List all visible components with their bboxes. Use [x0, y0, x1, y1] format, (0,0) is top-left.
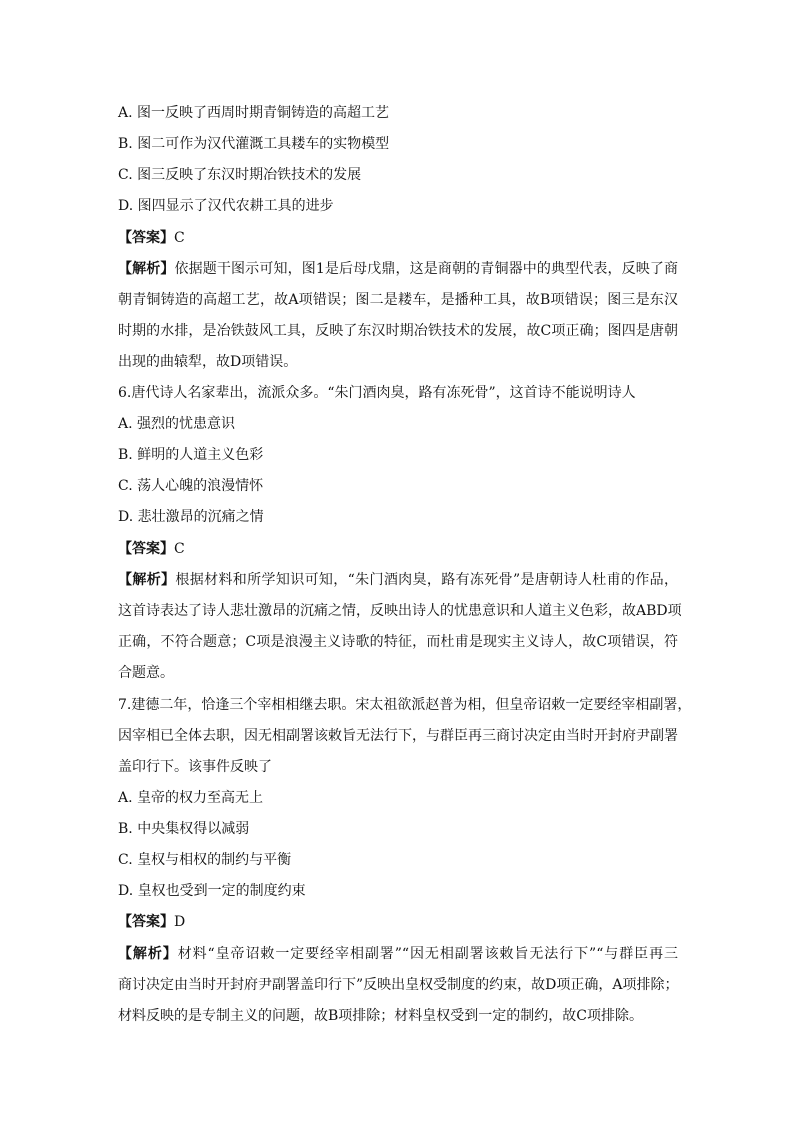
q6-option-b: B. 鲜明的人道主义色彩	[118, 447, 264, 463]
answer-label: 【答案】	[118, 230, 174, 246]
q7-answer	[118, 913, 678, 931]
q5-option-b: B. 图二可作为汉代灌溉工具耧车的实物模型	[118, 136, 390, 152]
q6-analysis-line-1	[118, 571, 678, 589]
q7-analysis-line-2: 商讨决定由当时开封府尹副署盖印行下”反映出皇权受制度的约束，故D项正确，A项排除；	[118, 977, 679, 993]
q5-analysis-line-3: 时期的水排，是冶铁鼓风工具，反映了东汉时期冶铁技术的发展，故C项正确；图四是唐朝	[118, 323, 678, 339]
q5-analysis-line-1	[118, 260, 678, 278]
answer-value: C	[174, 541, 185, 557]
q7-option-a: A. 皇帝的权力至高无上	[118, 790, 264, 806]
q7-stem-line-3: 盖印行下。该事件反映了	[118, 759, 272, 775]
answer-label: 【答案】	[118, 541, 174, 557]
q5-option-c: C. 图三反映了东汉时期冶铁技术的发展	[118, 167, 362, 183]
q6-option-d: D. 悲壮激昂的沉痛之情	[118, 509, 264, 525]
q7-stem-line-1: 7.建德二年，恰逢三个宰相相继去职。宋太祖欲派赵普为相，但皇帝诏敕一定要经宰相副署，	[118, 697, 692, 713]
answer-value: D	[174, 914, 186, 930]
q7-stem-line-2: 因宰相已全体去职，因无相副署该敕旨无法行下，与群臣再三商讨决定由当时开封府尹副署	[118, 728, 678, 744]
q5-analysis-line-4: 出现的曲辕犁，故D项错误。	[118, 354, 298, 370]
analysis-label: 【解析】	[118, 572, 176, 588]
q6-analysis-line-2: 这首诗表达了诗人悲壮激昂的沉痛之情，反映出诗人的忧患意识和人道主义色彩，故ABD项	[118, 603, 682, 619]
q5-option-a: A. 图一反映了西周时期青铜铸造的高超工艺	[118, 105, 390, 121]
answer-value: C	[174, 230, 185, 246]
q7-option-b: B. 中央集权得以减弱	[118, 821, 250, 837]
analysis-text: 依据题干图示可知，图1是后母戊鼎，这是商朝的青铜器中的典型代表，反映了商	[174, 261, 679, 277]
analysis-text: 材料“皇帝诏敕一定要经宰相副署”“因无相副署该敕旨无法行下”“与群臣再三	[177, 946, 678, 962]
answer-label: 【答案】	[118, 914, 174, 930]
q6-option-c: C. 荡人心魄的浪漫情怀	[118, 478, 264, 494]
q5-option-d: D. 图四显示了汉代农耕工具的进步	[118, 198, 334, 214]
q6-option-a: A. 强烈的忧患意识	[118, 416, 236, 432]
q6-analysis-line-4: 合题意。	[118, 665, 174, 681]
analysis-text: 根据材料和所学知识可知，“朱门酒肉臭，路有冻死骨”是唐朝诗人杜甫的作品，	[175, 572, 679, 588]
q5-analysis-line-2: 朝青铜铸造的高超工艺，故A项错误；图二是耧车，是播种工具，故B项错误；图三是东汉	[118, 292, 678, 308]
q7-option-d: D. 皇权也受到一定的制度约束	[118, 883, 306, 899]
q7-analysis-line-1	[118, 945, 678, 963]
q7-analysis-line-3: 材料反映的是专制主义的问题，故B项排除；材料皇权受到一定的制约，故C项排除。	[118, 1008, 643, 1024]
q6-stem: 6.唐代诗人名家辈出，流派众多。“朱门酒肉臭，路有冻死骨”，这首诗不能说明诗人	[118, 385, 636, 401]
q5-answer	[118, 229, 678, 247]
analysis-label: 【解析】	[118, 261, 175, 277]
analysis-label: 【解析】	[118, 946, 178, 962]
q6-answer	[118, 540, 678, 558]
q6-analysis-line-3: 正确，不符合题意；C项是浪漫主义诗歌的特征，而杜甫是现实主义诗人，故C项错误，符	[118, 634, 678, 650]
q7-option-c: C. 皇权与相权的制约与平衡	[118, 852, 292, 868]
